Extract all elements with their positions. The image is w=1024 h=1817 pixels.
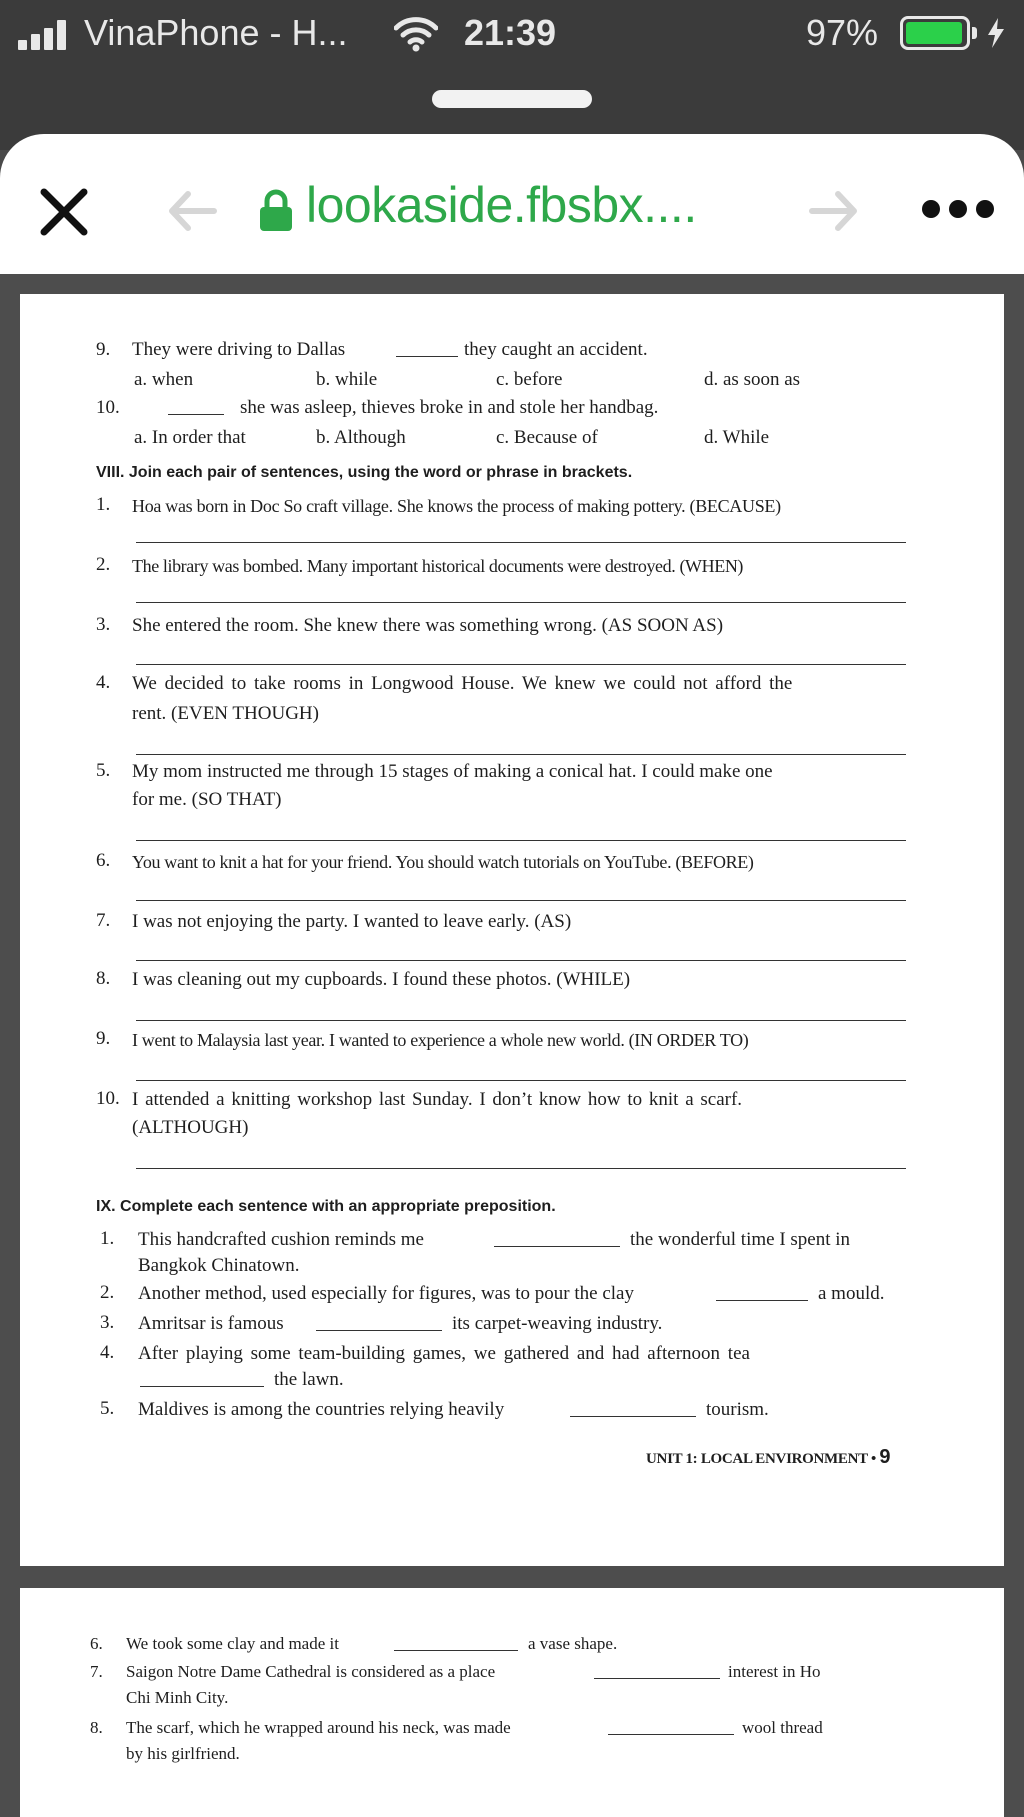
answer-line (136, 542, 906, 543)
item-number: 5. (100, 1398, 115, 1419)
signal-icon (18, 20, 66, 50)
item-text: by his girlfriend. (126, 1744, 240, 1763)
item-number: 3. (96, 614, 111, 635)
item-number: 2. (96, 554, 111, 575)
item-text: You want to knit a hat for your friend. You should watch tutorials on YouTube. (BEFORE) (132, 852, 754, 872)
browser-nav-bar (0, 134, 1024, 274)
item-text: Amritsar is famous (138, 1313, 284, 1334)
answer-line (136, 1020, 906, 1021)
item-number: 4. (100, 1342, 115, 1363)
item-text: After playing some team-building games, we gathered and had afternoon tea (138, 1343, 750, 1364)
item-number: 7. (96, 910, 111, 931)
document-page-1 (20, 294, 1004, 1566)
item-number: 1. (96, 494, 111, 515)
status-bar (0, 0, 1024, 70)
more-dot-icon (922, 200, 940, 218)
more-dot-icon (976, 200, 994, 218)
item-number: 2. (100, 1282, 115, 1303)
item-number: 4. (96, 672, 111, 693)
question-text: she was asleep, thieves broke in and stole her handbag. (240, 397, 659, 418)
question-number: 10. (96, 397, 120, 418)
forward-arrow-icon (806, 186, 862, 236)
option-a: a. when (134, 369, 194, 390)
lock-icon (258, 188, 294, 232)
item-text: She entered the room. She knew there was something wrong. (AS SOON AS) (132, 615, 724, 636)
section-heading: IX. Complete each sentence with an appropriate preposition. (96, 1198, 556, 1215)
browser-sheet (0, 134, 1024, 1817)
answer-blank (396, 356, 458, 357)
item-text: Bangkok Chinatown. (138, 1255, 300, 1276)
item-text: for me. (SO THAT) (132, 789, 282, 810)
back-button[interactable] (164, 186, 220, 236)
item-text: I was cleaning out my cupboards. I found these photos. (WHILE) (132, 969, 631, 990)
answer-line (136, 602, 906, 603)
item-text: The scarf, which he wrapped around his neck, was made (126, 1718, 511, 1737)
option-c: c. before (496, 369, 563, 390)
page-number: 9 (879, 1446, 891, 1468)
answer-blank (608, 1734, 734, 1735)
answer-line (136, 1168, 906, 1169)
item-number: 8. (90, 1718, 103, 1737)
item-text: a vase shape. (528, 1634, 618, 1653)
charging-icon (984, 16, 1008, 59)
wifi-icon (394, 16, 438, 61)
answer-blank (594, 1678, 720, 1679)
item-text: This handcrafted cushion reminds me (138, 1229, 424, 1250)
item-text: I went to Malaysia last year. I wanted to experience a whole new world. (IN ORDER TO) (132, 1030, 749, 1050)
answer-blank (716, 1300, 808, 1301)
item-number: 9. (96, 1028, 111, 1049)
footer-text: UNIT 1: LOCAL ENVIRONMENT • (646, 1451, 876, 1467)
item-text: We took some clay and made it (126, 1634, 339, 1653)
sheet-grabber[interactable] (432, 90, 592, 108)
answer-line (136, 754, 906, 755)
item-text: rent. (EVEN THOUGH) (132, 703, 319, 724)
item-text: The library was bombed. Many important historical documents were destroyed. (WHEN) (132, 556, 744, 576)
question-text: They were driving to Dallas (132, 339, 346, 360)
question-number: 9. (96, 339, 111, 360)
answer-blank (570, 1416, 696, 1417)
item-text: interest in Ho (728, 1662, 821, 1681)
option-d: d. While (704, 427, 770, 448)
item-text: We decided to take rooms in Longwood House. We knew we could not afford the (132, 673, 793, 694)
more-dot-icon (949, 200, 967, 218)
url-text[interactable]: lookaside.fbsbx.... (306, 177, 697, 233)
option-c: c. Because of (496, 427, 598, 448)
item-text: its carpet-weaving industry. (452, 1313, 663, 1334)
answer-blank (316, 1330, 442, 1331)
item-text: the wonderful time I spent in (630, 1229, 851, 1250)
answer-line (136, 1080, 906, 1081)
answer-blank (140, 1386, 264, 1387)
document-page-2 (20, 1588, 1004, 1817)
carrier-name: VinaPhone - H... (84, 12, 348, 53)
battery-icon (900, 16, 970, 50)
option-a: a. In order that (134, 427, 246, 448)
question-text: they caught an accident. (464, 339, 648, 360)
battery-tip (972, 27, 977, 39)
close-button[interactable] (36, 184, 92, 240)
item-text: I attended a knitting workshop last Sunday. I don’t know how to knit a scarf. (132, 1089, 743, 1110)
item-text: I was not enjoying the party. I wanted to leave early. (AS) (132, 911, 572, 932)
item-text: Chi Minh City. (126, 1688, 229, 1707)
page-footer (646, 1446, 890, 1469)
more-options-button[interactable] (922, 200, 994, 218)
item-number: 8. (96, 968, 111, 989)
item-text: wool thread (742, 1718, 823, 1737)
answer-blank (168, 414, 224, 415)
forward-button[interactable] (806, 186, 862, 236)
battery-percent: 97% (806, 12, 879, 53)
option-b: b. while (316, 369, 378, 390)
item-text: a mould. (818, 1283, 885, 1304)
option-d: d. as soon as (704, 369, 801, 390)
item-number: 5. (96, 760, 111, 781)
item-text: Saigon Notre Dame Cathedral is considered as a place (126, 1662, 496, 1681)
item-number: 1. (100, 1228, 115, 1249)
item-text: Maldives is among the countries relying heavily (138, 1399, 505, 1420)
item-text: the lawn. (274, 1369, 344, 1390)
answer-line (136, 960, 906, 961)
item-number: 6. (90, 1634, 103, 1653)
answer-blank (494, 1246, 620, 1247)
back-arrow-icon (164, 186, 220, 236)
item-number: 3. (100, 1312, 115, 1333)
item-text: My mom instructed me through 15 stages of making a conical hat. I could make one (132, 761, 773, 782)
item-text: Hoa was born in Doc So craft village. She knows the process of making pottery. (BECAUSE) (132, 496, 781, 516)
item-number: 7. (90, 1662, 103, 1681)
item-text: (ALTHOUGH) (132, 1117, 249, 1138)
section-heading: VIII. Join each pair of sentences, using the word or phrase in brackets. (96, 464, 633, 481)
answer-line (136, 664, 906, 665)
item-number: 6. (96, 850, 111, 871)
item-text: Another method, used especially for figures, was to pour the clay (138, 1283, 634, 1304)
answer-line (136, 840, 906, 841)
clock: 21:39 (464, 12, 557, 53)
answer-blank (394, 1650, 518, 1651)
item-number: 10. (96, 1088, 120, 1109)
item-text: tourism. (706, 1399, 769, 1420)
close-icon (36, 184, 92, 240)
option-b: b. Although (316, 427, 406, 448)
answer-line (136, 900, 906, 901)
